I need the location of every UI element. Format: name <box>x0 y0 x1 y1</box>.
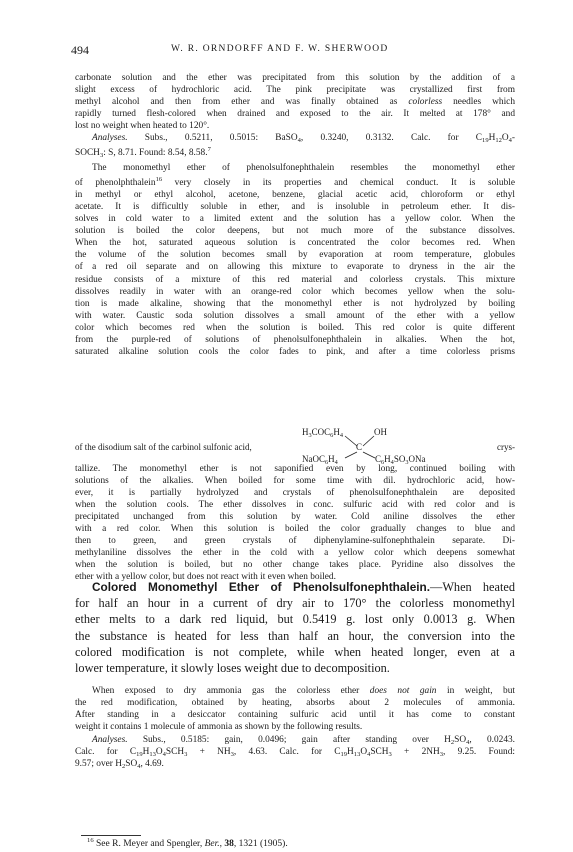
text-line: tion is made alkaline, showing that the monomethyl ether is not hydrolyzed by boiling <box>75 298 515 309</box>
paragraph-1 <box>75 72 515 132</box>
text-line: methyl alcohol and then from ether and was finally obtained as colorless needles which <box>75 97 516 108</box>
text-line: of a red oil separate and on allowing this mixture to evaporate to dryness in the air the <box>75 262 515 273</box>
analyses-line: Calc. for $C_{19}H_{13}O_4SCH_3 + NH_3$, 4.63. Calc. for $C_{19}H_{13}O_4SCH_3 + 2NH_3$, 9.25. Found: <box>75 747 516 759</box>
text-line: dissolves readily in water with an orange-red color which becomes yellow when the solu- <box>75 286 515 297</box>
analyses-line: 9.57; over $H_2SO_4$, 4.69. <box>75 759 164 771</box>
paragraph-4 <box>75 685 515 733</box>
text-line: with water. Caustic soda solution dissolves a small amount of the ether with a yellow <box>75 310 515 321</box>
text-line: in methyl or ethyl alcohol, acetone, benzene, glacial acetic acid, chloroform or ethyl <box>75 190 515 201</box>
text-line: with a red color. When this solution is boiled the color gradually changes to blue and <box>75 524 515 535</box>
text-line: of phenolphthalein$^{16}$ very closely in its properties and chemical conduct. It is soluble <box>75 176 515 189</box>
text-line: lost no weight when heated to 120°. <box>75 121 210 132</box>
paragraph-2 <box>75 162 515 358</box>
formula-top-left: $H_3COC_6H_4$ <box>302 427 343 439</box>
section-heading: Colored Monomethyl Ether of Phenolsulfonephthalein. <box>92 580 431 594</box>
text-line: ether melts to a dark red liquid, but 0.5419 g. lost only 0.0013 g. When <box>75 612 515 627</box>
text-line: residue consists of a mixture of this red material and colorless crystals. This mixture <box>75 274 515 285</box>
analyses-label: Analyses. <box>92 133 128 143</box>
footnote: $^{16}$ See R. Meyer and Spengler, Ber., 38, 1321 (1905). <box>87 837 288 850</box>
text-line: ether with a yellow color, but does not react with it even when boiled. <box>75 572 336 583</box>
text-line: acetate. It is difficultly soluble in ether, and is insoluble in petroleum ether. It dis- <box>75 202 515 213</box>
text-line: colored modification is not complete, while when heated longer, even at a <box>75 644 515 659</box>
text-line: When the hot, saturated aqueous solution is concentrated the color becomes red. When <box>75 238 515 249</box>
paragraph-3 <box>75 463 515 583</box>
text-line: saturated alkaline solution cools the color fades to pink, and after a time colorless prisms <box>75 346 515 357</box>
text-line: precipitated unchanged from this solution by water. Cold aniline dissolves the ether <box>75 512 515 523</box>
analyses-1 <box>75 132 515 159</box>
section-colored-ether <box>75 579 515 676</box>
text-line: The monomethyl ether of phenolsulfonephthalein resembles the monomethyl ether <box>92 163 515 173</box>
analyses-line: $SOCH_3$: S, 8.71. Found: 8.54, 8.58.$^7$ <box>75 146 211 160</box>
text-line: from the purple-red of solutions of phenolsulfonephthalein in alkalies. When the hot, <box>75 334 515 345</box>
text-line: Colored Monomethyl Ether of Phenolsulfonephthalein.—When heated <box>92 580 515 594</box>
text-line: methylaniline dissolves the ether in the cold with a yellow color which deepens somewhat <box>75 548 515 559</box>
text-line: the red modification, obtained by heating, absorbs about 2 molecules of ammonia. <box>75 698 515 709</box>
text-line: solution is boiled the color deepens, but not much more of the substance dissolves. <box>75 226 515 237</box>
text-line: then to green, and green crystals of diphenylamine-sulfonephthalein separate. Di- <box>75 536 515 547</box>
text-line: tallize. The monomethyl ether is not saponified even by long, continued boiling with <box>75 464 515 474</box>
running-title: W. R. ORNDORFF AND F. W. SHERWOOD <box>171 44 389 54</box>
structural-formula <box>75 426 515 464</box>
text-line: carbonate solution and the ether was precipitated from this solution by the addition of a <box>75 73 515 83</box>
text-line: lower temperature, it slowly loses weight due to decomposition. <box>75 661 390 676</box>
analyses-label: Analyses. <box>92 735 128 745</box>
text-line: when the solution cools. The ether dissolves in conc. sulfuric acid with red color and is <box>75 500 515 511</box>
formula-bottom-right: $C_6H_4SO_3ONa$ <box>375 454 426 466</box>
text-line: the substance is heated for less than half an hour, the conversion into the <box>75 628 515 643</box>
page-number: 494 <box>71 43 89 57</box>
footnote-rule <box>81 835 141 836</box>
formula-right-text: crys- <box>497 442 515 452</box>
text-line: slight excess of hydrochloric acid. The pink precipitate was crystallized first from <box>75 85 515 96</box>
text-line: solves in cold water to a limited extent and the solution has a yellow color. When the <box>75 214 515 225</box>
text-line: the volume of the solution becomes small by evaporation at room temperature, globules <box>75 250 515 261</box>
text-line: After standing in a desiccator containing sulfuric acid until it has come to constant <box>75 710 515 721</box>
text-line: When exposed to dry ammonia gas the colorless ether does not gain in weight, but <box>92 686 515 696</box>
text-line: rapidly turned flesh-colored when drained and exposed to the air. It melted at 178° and <box>75 109 515 120</box>
formula-bottom-left: $NaOC_6H_4$ <box>302 454 338 466</box>
formula-top-right: OH <box>374 427 387 437</box>
text-line: ever, it is partially hydrolyzed and crystals of phenolsulfonephthalein are deposited <box>75 488 515 499</box>
page-header <box>71 43 515 57</box>
text-line: for half an hour in a current of dry air to 170° the colorless monomethyl <box>75 596 515 611</box>
formula-left-text: of the disodium salt of the carbinol sulfonic acid, <box>75 442 252 452</box>
analyses-2 <box>75 734 515 770</box>
formula-center: C <box>356 442 363 452</box>
text-line: solutions of the alkalies. When boiled for some time with dil. hydrochloric acid, how- <box>75 476 515 487</box>
text-line: weight it contains 1 molecule of ammonia as shown by the following results. <box>75 722 363 733</box>
text-line: when the solution is boiled, but no other change takes place. Pyridine also dissolves the <box>75 560 515 571</box>
text-line: color which becomes red when the solution is boiled. This red color is quite different <box>75 322 515 333</box>
analyses-line: Analyses. Subs., 0.5185: gain, 0.0496; gain after standing over $H_2SO_4$, 0.0243. <box>92 735 516 746</box>
analyses-line: Analyses. Subs., 0.5211, 0.5015: BaSO$_4$, 0.3240, 0.3132. Calc. for $C_{19}H_{12}O_4-$ <box>92 133 515 144</box>
